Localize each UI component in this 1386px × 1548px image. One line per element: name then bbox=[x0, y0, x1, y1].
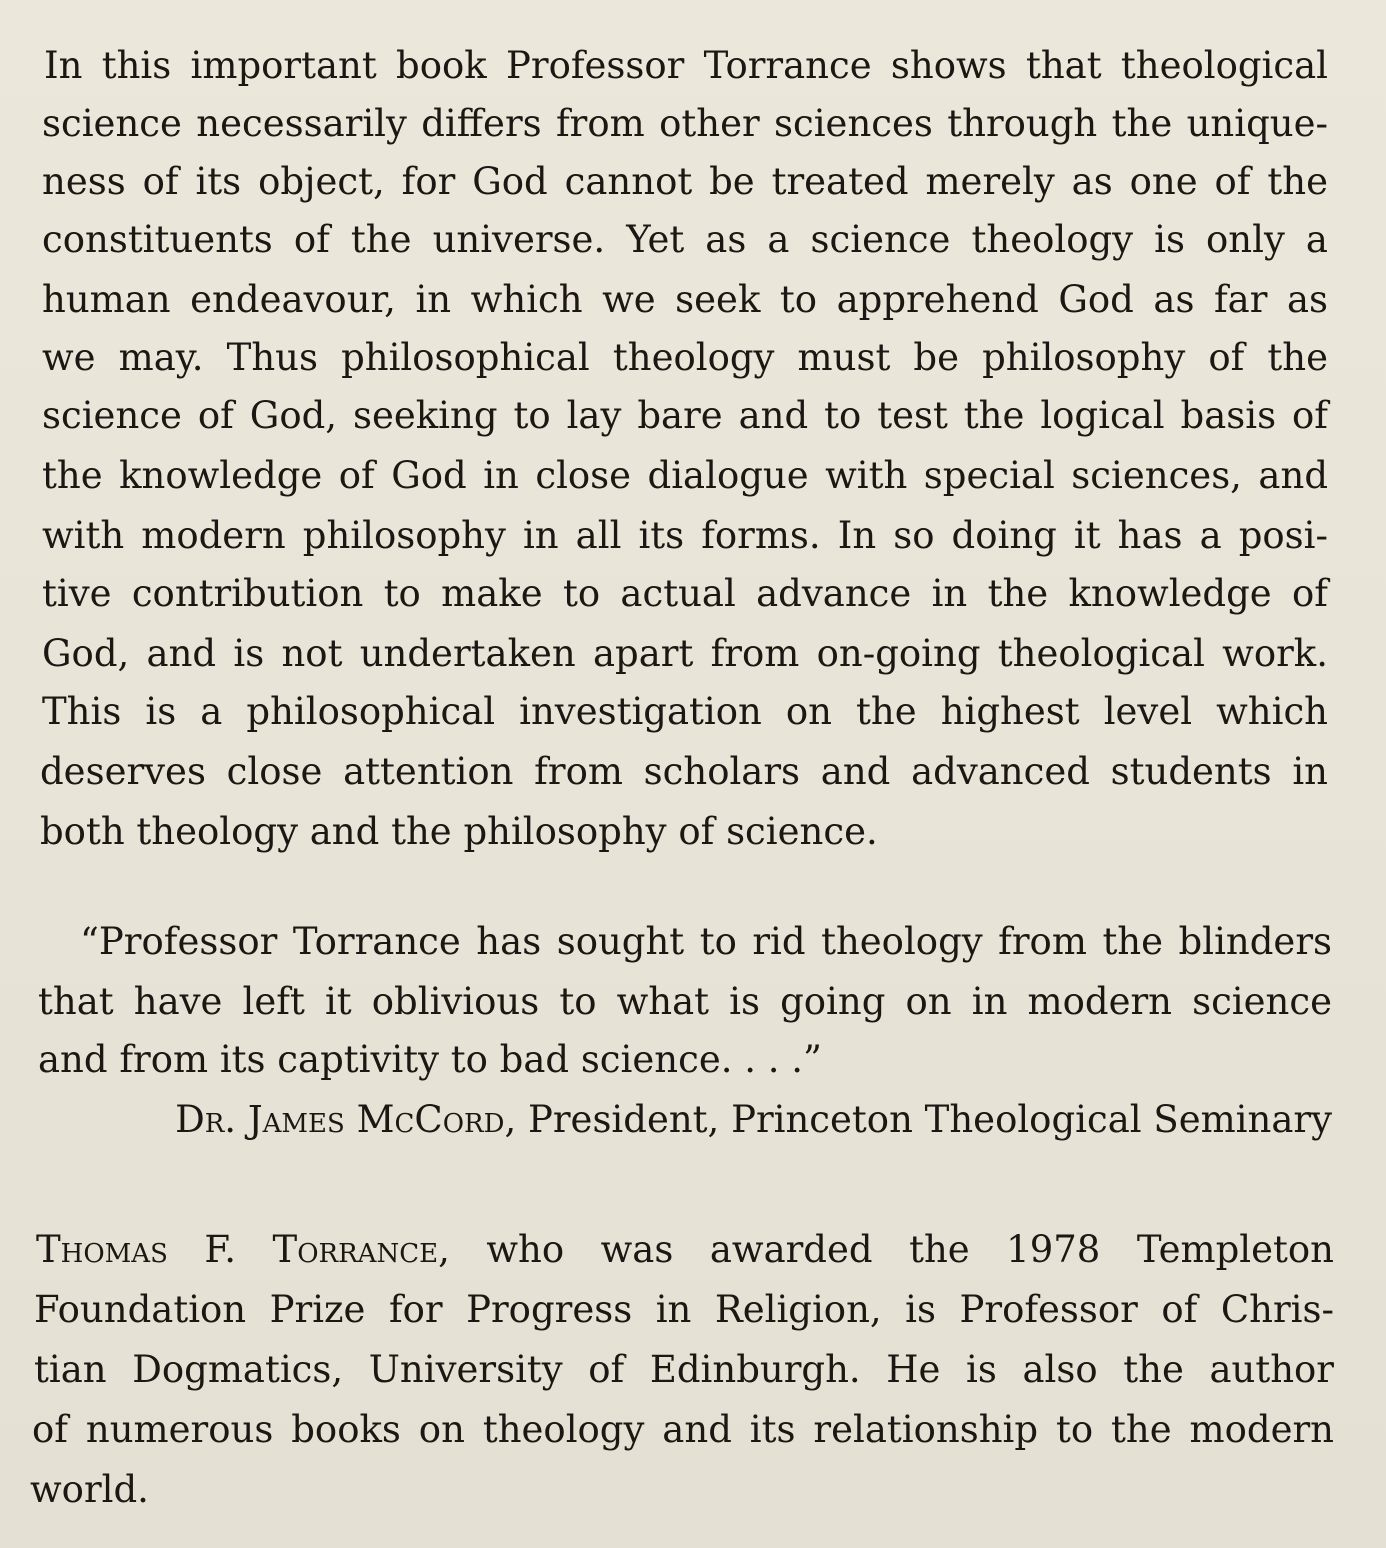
description-line: God, and is not undertaken apart from on-going theological work. bbox=[42, 632, 1328, 675]
endorser-name: Dr. James McCord bbox=[175, 1098, 505, 1141]
bio-line: tian Dogmatics, University of Edinburgh. He is also the author bbox=[34, 1348, 1334, 1391]
description-line: science of God, seeking to lay bare and to test the logical basis of bbox=[42, 394, 1328, 437]
bio-line-rest: , who was awarded the 1978 Templeton bbox=[438, 1228, 1334, 1271]
bio-line: of numerous books on theology and its relationship to the modern bbox=[32, 1408, 1334, 1451]
description-line: we may. Thus philosophical theology must be philosophy of the bbox=[42, 336, 1328, 379]
description-line: human endeavour, in which we seek to apprehend God as far as bbox=[42, 278, 1328, 321]
quote-line: and from its captivity to bad science. . . .” bbox=[38, 1038, 822, 1081]
description-line: constituents of the universe. Yet as a science theology is only a bbox=[42, 218, 1328, 261]
author-name: Thomas F. Torrance bbox=[36, 1228, 439, 1271]
bio-line: Foundation Prize for Progress in Religion, is Professor of Chris- bbox=[34, 1288, 1334, 1331]
description-line: the knowledge of God in close dialogue with special sciences, and bbox=[42, 454, 1328, 497]
description-line: deserves close attention from scholars and advanced students in bbox=[40, 750, 1328, 793]
quote-attribution bbox=[60, 1098, 1332, 1142]
bio-line bbox=[36, 1228, 1334, 1272]
endorser-title: , President, Princeton Theological Seminary bbox=[504, 1098, 1332, 1141]
bio-line: world. bbox=[30, 1468, 149, 1511]
quote-line: that have left it oblivious to what is going on in modern science bbox=[38, 980, 1332, 1023]
description-line: This is a philosophical investigation on the highest level which bbox=[42, 690, 1328, 733]
description-line: tive contribution to make to actual advance in the knowledge of bbox=[42, 572, 1328, 615]
description-line: ness of its object, for God cannot be treated merely as one of the bbox=[42, 160, 1328, 203]
description-line: science necessarily differs from other sciences through the unique- bbox=[42, 102, 1328, 145]
description-line: with modern philosophy in all its forms. In so doing it has a posi- bbox=[42, 514, 1328, 557]
quote-line: “Professor Torrance has sought to rid theology from the blinders bbox=[80, 920, 1332, 963]
description-line: In this important book Professor Torrance shows that theological bbox=[44, 44, 1328, 87]
description-line: both theology and the philosophy of science. bbox=[40, 810, 878, 853]
